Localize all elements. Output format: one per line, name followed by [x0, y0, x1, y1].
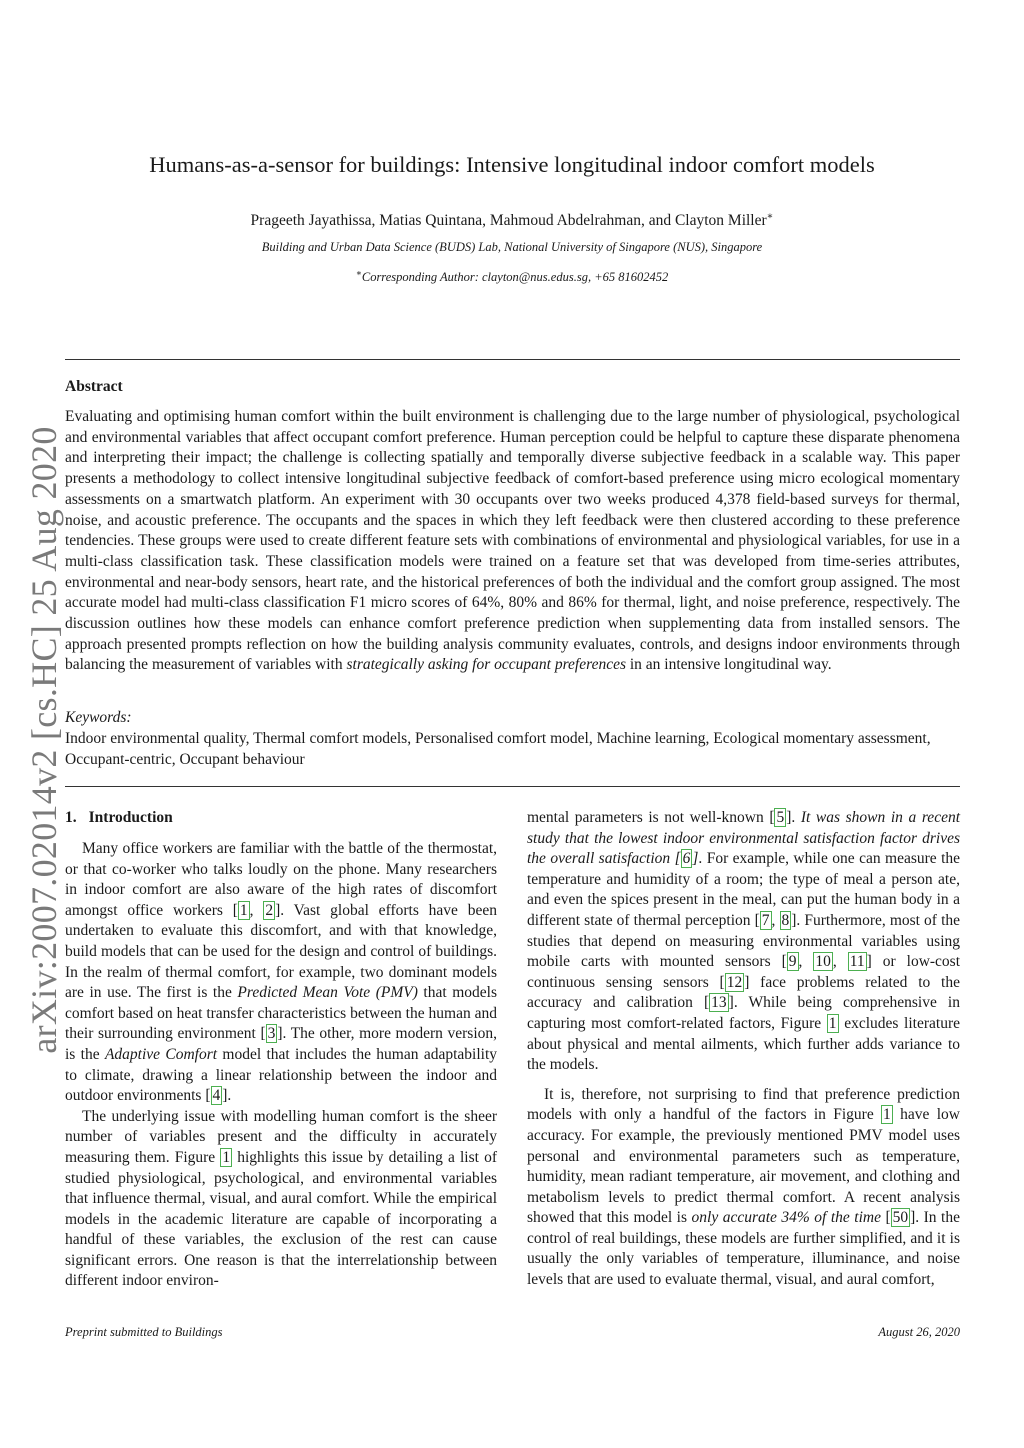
author-names: Prageeth Jayathissa, Matias Quintana, Mahmoud Abdelrahman, and Clayton Miller — [250, 212, 767, 229]
keywords-label: Keywords: — [65, 709, 132, 726]
text-italic: It was shown in a recent study that the lowest indoor environmental satisfaction factor drives the overall satisfaction [ — [527, 809, 961, 868]
divider-bottom — [65, 786, 960, 787]
text-run: ]. — [222, 1087, 232, 1105]
text-italic: ] — [692, 850, 699, 868]
text-run: ]. In the control of real buildings, these models are further simplified, and it is usually the only variables of temperature, illuminance, and noise levels that are used to evaluate thermal, visual, and aural comfort, — [527, 1209, 960, 1289]
text-run: , — [832, 953, 848, 971]
section-number: 1. — [65, 809, 77, 826]
left-column — [65, 839, 497, 1292]
section-heading — [65, 807, 185, 829]
section-title: Introduction — [88, 809, 173, 826]
citation-link[interactable]: 5 — [776, 809, 785, 826]
citation-link[interactable]: 50 — [892, 1209, 909, 1227]
divider-top — [65, 359, 960, 360]
intro-paragraph-1 — [65, 839, 497, 1107]
text-run: The underlying issue with modelling human comfort is the sheer number of variables present and the difficulty in accurately measuring them. Figure — [65, 1107, 497, 1166]
arxiv-identifier: arXiv:2007.02014v2 [cs.HC] 25 Aug 2020 — [24, 426, 64, 1054]
abstract-text: Evaluating and optimising human comfort within the built environment is challenging due to the large number of physiological, psychological and environmental variables that affect occupant comfort preference. Human perception could be helpful to capture these disparate phenomena and interpreting their impact; the challenge is collecting spatially and temporally diverse subjective feedback in a scalable way. This paper presents a methodology to collect intensive longitudinal subjective feedback of comfort-based preference using micro ecological momentary assessments on a smartwatch platform. An experiment with 30 occupants over two weeks produced 4,378 field-based surveys for thermal, noise, and acoustic preference. The occupants and the spaces in which they left feedback were then clustered according to these preference tendencies. These groups were used to create different feature sets with combinations of environmental and physiological variables, for use in a multi-class classification task. These classification models were trained on a feature set that was developed from time-series attributes, environmental and near-body sensors, heart rate, and the historical preferences of both the individual and the comfort group assigned. The most accurate model had multi-class classification F1 micro scores of 64%, 80% and 86% for thermal, light, and noise preference, respectively. The discussion outlines how these models can enhance comfort preference prediction when supplementing data from installed sensors. The approach presented prompts reflection on how the building analysis community evaluates, controls, and designs indoor environments through balancing the measurement of variables with — [65, 408, 960, 674]
text-run: excludes literature about physical and mental ailments, which further adds variance to the models. — [527, 1014, 960, 1074]
abstract-body — [65, 407, 960, 676]
right-column — [527, 808, 960, 1291]
citation-link[interactable]: 9 — [788, 953, 797, 971]
text-run: , — [798, 953, 814, 971]
text-run: . For example, while one can measure the temperature and humidity of a room; the type of meal a person ate, and even the spices present in the meal, can put the human body in a different state of thermal perception [ — [527, 850, 960, 929]
citation-link[interactable]: 2 — [265, 901, 274, 919]
citation-link[interactable]: 1 — [239, 901, 248, 919]
paragraph-gap — [527, 1076, 960, 1085]
text-run: ]. Furthermore, most of the studies that depend on measuring environmental variables using mobile carts with mounted sensors [ — [527, 911, 961, 971]
intro-paragraph-2 — [65, 1107, 497, 1292]
text-run: that models comfort based on heat transfer characteristics between the human and their surrounding environment [ — [65, 984, 497, 1043]
text-run: ]. — [786, 809, 801, 826]
text-run: It is, therefore, not surprising to find that preference prediction models with only a handful of the factors in Figure — [527, 1085, 960, 1124]
citation-link[interactable]: 10 — [815, 953, 831, 971]
text-run: Many office workers are familiar with the battle of the thermostat, or that co-worker who talks loudly on the phone. Many researchers in indoor comfort are also aware of the high rates of discomfort amongst office workers [ — [65, 840, 497, 919]
text-run: mental parameters is not well-known [ — [527, 809, 775, 826]
affiliation: Building and Urban Data Science (BUDS) Lab, National University of Singapore (NUS), Singapore — [261, 240, 763, 254]
figure-link[interactable]: 1 — [222, 1148, 231, 1166]
text-run: , — [771, 911, 780, 929]
text-run: ]. The other, more modern version, is the — [65, 1025, 497, 1063]
text-italic: Predicted Mean Vote (PMV) — [237, 984, 418, 1002]
citation-link[interactable]: 8 — [781, 911, 790, 929]
text-run: have low accuracy. For example, the previously mentioned PMV model uses personal and environmental parameters such as temperature, humidity, mean radiant temperature, air movement, and clothing and metabolism levels to predict thermal comfort. A recent analysis showed that this model is — [527, 1106, 960, 1227]
abstract-heading: Abstract — [65, 378, 123, 395]
citation-link[interactable]: 12 — [726, 973, 743, 991]
footer-date: August 26, 2020 — [878, 1325, 960, 1339]
corresponding-text: Corresponding Author: clayton@nus.edus.sg, +65 81602452 — [361, 270, 669, 284]
citation-link[interactable]: 6 — [682, 850, 691, 868]
text-run: model that includes the human adaptability to climate, drawing a linear relationship between the indoor and outdoor environments [ — [65, 1045, 497, 1105]
text-run: ] face problems related to the accuracy and calibration [ — [527, 973, 960, 1012]
citation-link[interactable]: 7 — [761, 911, 770, 929]
citation-link[interactable]: 3 — [267, 1025, 276, 1043]
text-run: [ — [880, 1209, 891, 1227]
keywords-list: Indoor environmental quality, Thermal comfort models, Personalised comfort model, Machine learning, Ecological momentary assessment, Occupant-centric, Occupant behaviour — [65, 730, 931, 768]
corresponding-mark-2: ∗ — [355, 268, 362, 278]
text-italic: Adaptive Comfort — [104, 1045, 218, 1063]
text-run: ]. While being comprehensive in capturing most comfort-related factors, Figure — [527, 994, 960, 1032]
text-italic: only accurate 34% of the time — [691, 1209, 881, 1227]
citation-link[interactable]: 4 — [212, 1087, 221, 1105]
citation-link[interactable]: 13 — [711, 994, 727, 1012]
footer-preprint-note: Preprint submitted to Buildings — [65, 1325, 223, 1339]
paper-title: Humans-as-a-sensor for buildings: Intensive longitudinal indoor comfort models — [149, 152, 875, 177]
text-run: highlights this issue by detailing a list of studied physiological, psychological, and environmental variables that influence thermal, visual, and aural comfort. While the empirical models in the academic literature are capable of incorporating a handful of these variables, the exclusion of the rest can cause significant errors. One reason is that the interrelationship between different indoor environ- — [65, 1148, 497, 1290]
text-run: ]. Vast global efforts have been undertaken to evaluate this discomfort, and with that knowledge, build models that can be used for the design and control of buildings. In the realm of thermal comfort, for example, two dominant models are in use. The first is the — [65, 901, 497, 1002]
abstract-text-end: in an intensive longitudinal way. — [626, 656, 832, 674]
figure-link[interactable]: 1 — [883, 1106, 891, 1124]
intro-paragraph-3 — [527, 1085, 960, 1291]
figure-link[interactable]: 1 — [828, 1014, 837, 1032]
text-run: ] or low-cost continuous sensing sensors [ — [527, 953, 961, 991]
citation-link[interactable]: 11 — [849, 953, 865, 971]
corresponding-author — [0, 264, 1024, 286]
corresponding-mark: ∗ — [766, 211, 774, 222]
intro-paragraph-2-cont — [527, 808, 960, 1076]
author-list — [0, 206, 1024, 232]
text-run: , — [249, 901, 264, 919]
abstract-emphasis: strategically asking for occupant preferences — [346, 656, 626, 674]
